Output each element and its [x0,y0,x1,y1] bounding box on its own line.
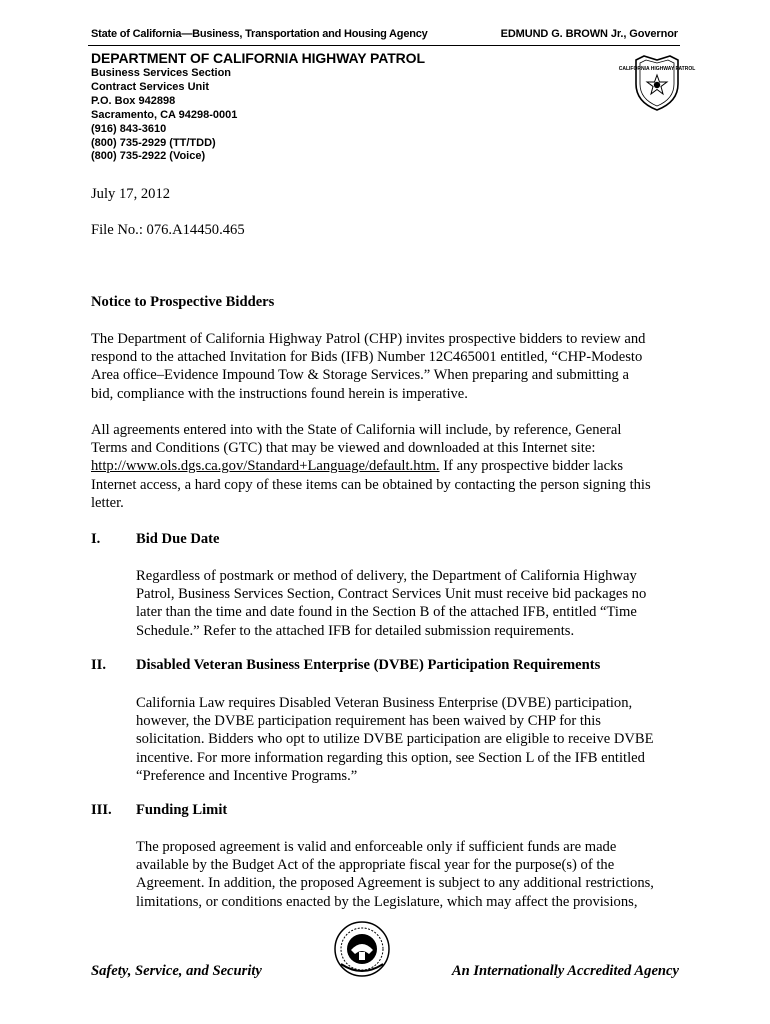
footer-motto: Safety, Service, and Security [91,963,262,979]
badge-lettering: CALIFORNIA HIGHWAY PATROL [618,66,696,72]
paragraph-line: later than the time and date found in the Section B of the attached IFB, entitled “Time [136,604,637,621]
paragraph-line: Internet access, a hard copy of these items can be obtained by contacting the person signing this [91,476,651,493]
intro-paragraph [91,330,681,403]
paragraph-line: All agreements entered into with the State of California will include, by reference, General [91,422,622,438]
gtc-paragraph [91,421,681,512]
section-number: II. [91,657,107,673]
paragraph-line: The Department of California Highway Patrol (CHP) invites prospective bidders to review and [91,331,646,347]
section-number: I. [91,531,101,547]
paragraph-line: however, the DVBE participation requirement has been waived by CHP for this [136,713,601,730]
paragraph-line: solicitation. Bidders who opt to utilize DVBE participation are eligible to receive DVBE [136,731,654,748]
chp-badge-icon [618,54,696,112]
paragraph-line: Schedule.” Refer to the attached IFB for detailed submission requirements. [136,622,575,639]
gtc-link[interactable]: http://www.ols.dgs.ca.gov/Standard+Language/default.htm. [91,458,440,475]
footer-accreditation: An Internationally Accredited Agency [451,963,679,979]
section-title: Bid Due Date [136,531,220,547]
gtc-link-trailing-text: If any prospective bidder lacks [439,458,624,475]
file-number: File No.: 076.A14450.465 [91,222,245,238]
section-body [136,694,654,785]
section-title: Funding Limit [136,802,228,818]
paragraph-line: letter. [91,494,124,511]
department-name: DEPARTMENT OF CALIFORNIA HIGHWAY PATROL [91,50,425,66]
paragraph-line: incentive. For more information regarding this option, see Section L of the IFB entitled [136,749,645,766]
paragraph-line: Patrol, Business Services Section, Contract Services Unit must receive bid packages no [136,586,647,603]
address-line: (800) 735-2929 (TT/TDD) [91,136,216,149]
paragraph-line: Agreement. In addition, the proposed Agreement is subject to any additional restrictions, [136,875,654,892]
address-line: Business Services Section [91,67,232,79]
paragraph-line: “Preference and Incentive Programs.” [136,767,358,784]
paragraph-line: California Law requires Disabled Veteran Business Enterprise (DVBE) participation, [136,695,633,711]
paragraph-line: The proposed agreement is valid and enforceable only if sufficient funds are made [136,839,617,855]
agency-header: State of California—Business, Transportation and Housing Agency [91,28,428,40]
address-line: Sacramento, CA 94298-0001 [91,108,238,121]
address-line: (800) 735-2922 (Voice) [91,150,206,163]
address-line: Contract Services Unit [91,80,209,93]
section-body [136,838,654,911]
paragraph-line: Terms and Conditions (GTC) that may be viewed and downloaded at this Internet site: [91,440,596,457]
paragraph-line: bid, compliance with the instructions found herein is imperative. [91,385,468,402]
address-line: P.O. Box 942898 [91,94,176,107]
address-line: (916) 843-3610 [91,122,167,135]
calea-seal-icon [333,920,391,978]
letter-date: July 17, 2012 [91,186,171,202]
section-title: Disabled Veteran Business Enterprise (DVBE) Participation Requirements [136,657,601,673]
governor-header: EDMUND G. BROWN Jr., Governor [500,28,678,40]
letter-subject: Notice to Prospective Bidders [91,294,275,310]
paragraph-line: Regardless of postmark or method of delivery, the Department of California Highway [136,568,637,584]
paragraph-line: limitations, or conditions enacted by the Legislature, which may affect the provisions, [136,893,638,910]
paragraph-line: Area office–Evidence Impound Tow & Storage Services.” When preparing and submitting a [91,367,629,384]
header-divider [88,45,680,46]
paragraph-line: available by the Budget Act of the appropriate fiscal year for the purpose(s) of the [136,857,615,874]
paragraph-line: respond to the attached Invitation for Bids (IFB) Number 12C465001 entitled, “CHP-Modesto [91,349,643,366]
section-body [136,567,646,640]
paragraph-line [91,457,681,475]
section-number: III. [91,802,112,818]
address-block [91,67,237,164]
